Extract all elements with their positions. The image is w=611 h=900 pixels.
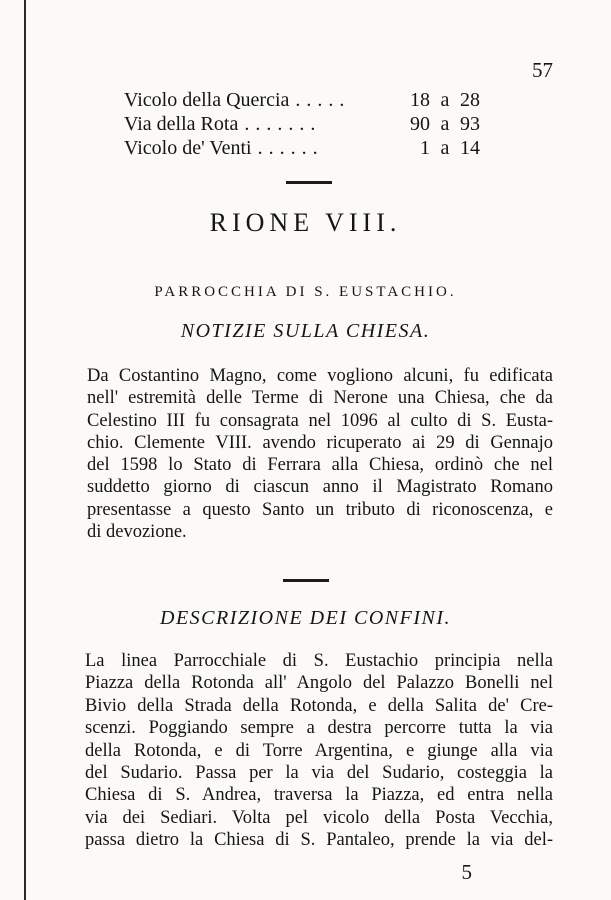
- range-separator: a: [440, 89, 450, 111]
- text-line: via dei Sediari. Volta pel vicolo della Posta Vecchia,: [85, 807, 553, 828]
- section-divider: [286, 181, 332, 184]
- house-number-range: [396, 112, 494, 136]
- range-from: 18: [410, 89, 430, 111]
- text-line: Bivio della Strada della Rotonda, e della Salita de' Cre-: [85, 695, 553, 716]
- parish-heading: PARROCCHIA DI S. EUSTACHIO.: [154, 284, 457, 300]
- text-line: passa dietro la Chiesa di S. Pantaleo, prende la via del-: [85, 830, 553, 851]
- text-line: scenzi. Poggiando sempre a destra percorre tutta la via: [85, 718, 553, 739]
- street-row: [124, 136, 494, 160]
- range-from: 90: [410, 113, 430, 135]
- page-border: [24, 0, 26, 900]
- signature-mark: 5: [461, 860, 472, 884]
- street-row: [124, 112, 494, 136]
- street-name: Via della Rota: [124, 113, 239, 135]
- notizie-paragraph: [87, 365, 553, 543]
- text-line: presentasse a questo Santo un tributo di riconoscenza, e: [87, 499, 553, 520]
- leader-dots: .....: [295, 89, 351, 111]
- section-divider: [283, 579, 329, 582]
- street-row: [124, 88, 494, 112]
- text-line: Da Costantino Magno, come vogliono alcuni, fu edificata: [87, 366, 553, 386]
- notizie-heading: NOTIZIE SULLA CHIESA.: [180, 320, 431, 342]
- text-line: Chiesa di S. Andrea, traversa la Piazza, ed entra nella: [85, 785, 553, 806]
- range-separator: a: [440, 137, 450, 159]
- text-line: La linea Parrocchiale di S. Eustachio principia nella: [85, 651, 553, 671]
- page-number: 57: [532, 58, 553, 82]
- leader-dots: .......: [244, 113, 322, 135]
- text-line: della Rotonda, e di Torre Argentina, e giunge alla via: [85, 740, 553, 761]
- house-number-range: [396, 136, 494, 160]
- text-line: suddetto giorno di ciascun anno il Magistrato Romano: [87, 477, 553, 498]
- range-separator: a: [440, 113, 450, 135]
- range-to: 28: [460, 89, 480, 111]
- range-to: 93: [460, 113, 480, 135]
- confini-paragraph: [85, 650, 553, 852]
- text-line: di devozione.: [87, 522, 187, 543]
- confini-heading: DESCRIZIONE DEI CONFINI.: [160, 607, 451, 629]
- text-line: Piazza della Rotonda all' Angolo del Palazzo Bonelli nel: [85, 673, 553, 694]
- text-line: del 1598 lo Stato di Ferrara alla Chiesa, ordinò che nel: [87, 455, 553, 476]
- street-list: [124, 88, 494, 160]
- text-line: del Sudario. Passa per la via del Sudario, costeggia la: [85, 763, 553, 784]
- range-from: 1: [420, 137, 430, 159]
- street-name: Vicolo de' Venti: [124, 137, 252, 159]
- house-number-range: [396, 88, 494, 112]
- leader-dots: ......: [257, 137, 324, 159]
- text-line: chio. Clemente VIII. avendo ricuperato ai 29 di Gennajo: [87, 432, 553, 453]
- text-line: Celestino III fu consagrata nel 1096 al culto di S. Eusta-: [87, 410, 553, 431]
- text-line: nell' estremità delle Terme di Nerone una Chiesa, che da: [87, 388, 553, 409]
- range-to: 14: [460, 137, 480, 159]
- street-name: Vicolo della Quercia: [124, 89, 290, 111]
- rione-heading: RIONE VIII.: [209, 208, 402, 237]
